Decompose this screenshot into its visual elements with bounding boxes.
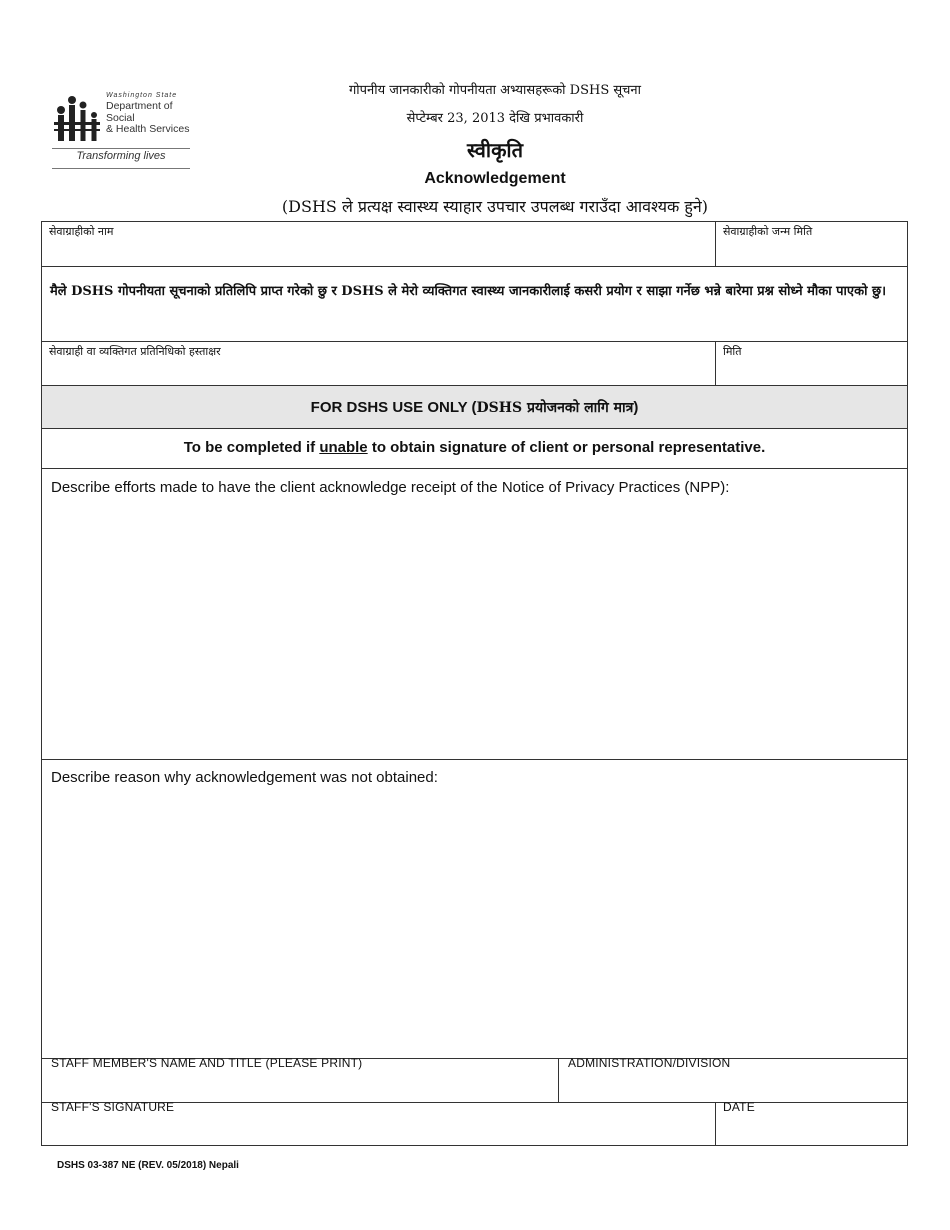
form-id: DSHS 03-387 NE (REV. 05/2018) Nepali [57,1160,239,1171]
completion-instruction [41,428,908,469]
page-title-english: Acknowledgement [424,170,566,187]
efforts-textarea[interactable] [41,468,908,760]
client-date-field[interactable] [715,341,908,386]
efforts-label: Describe efforts made to have the client acknowledge receipt of the Notice of Privacy Practices (NPP): [51,479,730,496]
banner-english: FOR DSHS USE ONLY ( [310,399,477,416]
client-signature-field[interactable] [41,341,716,386]
client-dob-label: सेवाग्राहीको जन्म मिति [723,225,813,238]
staff-name-label: STAFF MEMBER'S NAME AND TITLE (PLEASE PRINT) [51,1056,363,1070]
client-signature-label: सेवाग्राही वा व्यक्तिगत प्रतिनिधिको हस्ताक्षर [49,345,221,358]
logo-dept-line1: Department of Social [106,100,173,124]
staff-name-field[interactable] [41,1058,559,1103]
logo-tagline: Transforming lives [76,150,166,162]
client-date-label: मिति [723,345,742,358]
staff-date-field[interactable] [715,1102,908,1146]
administration-field[interactable] [558,1058,908,1103]
banner-close: ) [633,399,639,416]
ack-statement: मैले DSHS गोपनीयता सूचनाको प्रतिलिपि प्राप्त गरेको छु र DSHS ले मेरो व्यक्तिगत स्वास्थ्य जानकारीलाई कसरी प्रयोग र साझा गर्नेछ भन्ने बारेमा प्रश्न सोध्ने मौका पाएको छु। [50,284,886,299]
notice-line: गोपनीय जानकारीको गोपनीयता अभ्यासहरूको DSHS सूचना [348,83,642,98]
client-dob-field[interactable] [715,221,908,267]
page-title-nepali: स्वीकृति [466,138,524,162]
staff-date-label: DATE [723,1100,755,1114]
completion-pre: To be completed if [183,439,320,456]
logo-state-text: Washington State [106,92,178,99]
staff-signature-field[interactable] [41,1102,716,1146]
page-subtitle: (DSHS ले प्रत्यक्ष स्वास्थ्य स्याहार उपचार उपलब्ध गराउँदा आवश्यक हुने) [281,197,709,216]
reason-textarea[interactable] [41,759,908,1059]
completion-post: to obtain signature of client or personal representative. [367,439,766,456]
client-name-field[interactable] [41,221,716,267]
client-name-label: सेवाग्राहीको नाम [49,225,114,238]
banner-nepali: DSHS प्रयोजनको लागि मात्र [476,400,634,416]
reason-label: Describe reason why acknowledgement was not obtained: [51,769,438,786]
staff-signature-label: STAFF'S SIGNATURE [51,1100,175,1114]
completion-unable: unable [319,439,368,456]
logo-bottom-rule [52,168,190,169]
effective-date-line: सेप्टेम्बर 23, 2013 देखि प्रभावकारी [406,111,584,126]
administration-label: ADMINISTRATION/DIVISION [568,1056,731,1070]
dshs-use-only-banner [41,385,908,429]
logo-dept-line2: & Health Services [106,123,190,135]
